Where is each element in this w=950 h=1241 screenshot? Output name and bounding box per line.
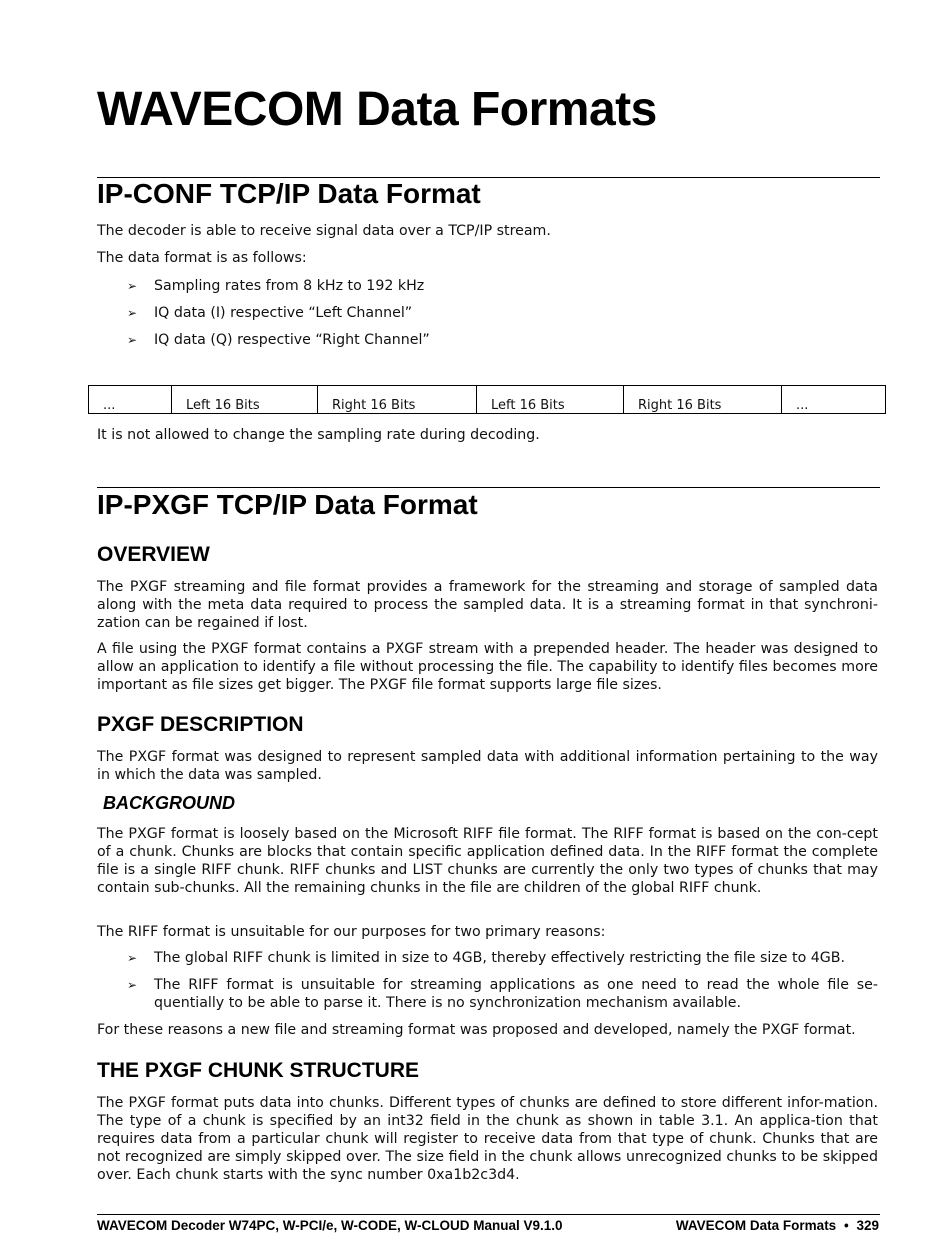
paragraph: For these reasons a new file and streaming format was proposed and developed, namely the PXGF format. (97, 1022, 856, 1038)
paragraph: The data format is as follows: (97, 250, 307, 266)
section-heading-ip-pxgf: IP-PXGF TCP/IP Data Format (97, 489, 478, 520)
subheading-pxgf-description: PXGF DESCRIPTION (97, 713, 304, 736)
paragraph: The PXGF format is loosely based on the Microsoft RIFF file format. The RIFF format is based on the con-cept of a chunk. Chunks are blocks that contain specific application defined data. In the RIFF format the complete file is a single RIFF chunk. RIFF chunks and LIST chunks are currently the only two types of chunks that may contain sub-chunks. All the remaining chunks in the file are children of the global RIFF chunk. (97, 826, 878, 896)
subheading-background: BACKGROUND (103, 793, 235, 813)
table-cell: ... (782, 386, 886, 414)
arrow-bullet-icon: ➢ (127, 978, 138, 992)
paragraph: The PXGF format was designed to represent sampled data with additional information pertaining to the way in which the data was sampled. (97, 749, 878, 783)
table-row (89, 386, 886, 414)
list-item: ➢ The global RIFF chunk is limited in size to 4GB, thereby effectively restricting the file size to 4GB. (127, 950, 846, 966)
footer-manual-title: WAVECOM Decoder W74PC, W-PCI/e, W-CODE, W-CLOUD Manual V9.1.0 (97, 1218, 563, 1233)
footer-page-info (676, 1218, 879, 1233)
subheading-chunk-structure: THE PXGF CHUNK STRUCTURE (97, 1059, 420, 1082)
list-item: ➢ IQ data (I) respective “Left Channel” (127, 305, 413, 321)
paragraph: A file using the PXGF format contains a PXGF stream with a prepended header. The header was designed to allow an application to identify a file without processing the file. The capability to identify files becomes more important as file sizes get bigger. The PXGF file format supports large file sizes. (97, 641, 878, 693)
paragraph: The PXGF format puts data into chunks. Different types of chunks are defined to store different infor-mation. The type of a chunk is specified by an int32 field in the chunk as shown in table 3.1. An applica-tion that requires data from a particular chunk will register to receive data from that type of chunk. Chunks that are not recognized are simply skipped over. The size field in the chunk allows unrecognized chunks to be skipped over. Each chunk starts with the sync number 0xa1b2c3d4. (97, 1095, 878, 1183)
footer-section-label: WAVECOM Data Formats (675, 1218, 837, 1233)
footer-rule (97, 1214, 880, 1215)
bit-layout-table (88, 385, 886, 414)
arrow-bullet-icon: ➢ (127, 306, 138, 320)
table-cell: Left 16 Bits (477, 386, 624, 414)
table-cell: Right 16 Bits (624, 386, 782, 414)
paragraph: The RIFF format is unsuitable for our purposes for two primary reasons: (97, 924, 606, 940)
page-number: 329 (856, 1218, 879, 1233)
paragraph: The decoder is able to receive signal data over a TCP/IP stream. (97, 223, 551, 239)
arrow-bullet-icon: ➢ (127, 333, 138, 347)
table-cell: Left 16 Bits (172, 386, 318, 414)
paragraph: The PXGF streaming and file format provides a framework for the streaming and storage of sampled data along with the meta data required to process the sampled data. It is a streaming format in that synchroni-zation can be regained if lost. (97, 579, 878, 631)
arrow-bullet-icon: ➢ (127, 279, 138, 293)
subheading-overview: OVERVIEW (97, 543, 210, 566)
arrow-bullet-icon: ➢ (127, 951, 138, 965)
footer-separator: • (843, 1218, 849, 1233)
paragraph: It is not allowed to change the sampling rate during decoding. (97, 427, 540, 443)
list-item: ➢ The RIFF format is unsuitable for streaming applications as one need to read the whole file se-quentially to be able to parse it. There is no synchronization mechanism available. (127, 977, 878, 1011)
section-rule (97, 487, 880, 488)
list-item: ➢ IQ data (Q) respective “Right Channel” (127, 332, 430, 348)
section-heading-ip-conf: IP-CONF TCP/IP Data Format (97, 178, 481, 209)
table-cell: Right 16 Bits (318, 386, 477, 414)
table-cell: ... (89, 386, 172, 414)
list-item: ➢ Sampling rates from 8 kHz to 192 kHz (127, 278, 425, 294)
page-title: WAVECOM Data Formats (97, 83, 657, 136)
